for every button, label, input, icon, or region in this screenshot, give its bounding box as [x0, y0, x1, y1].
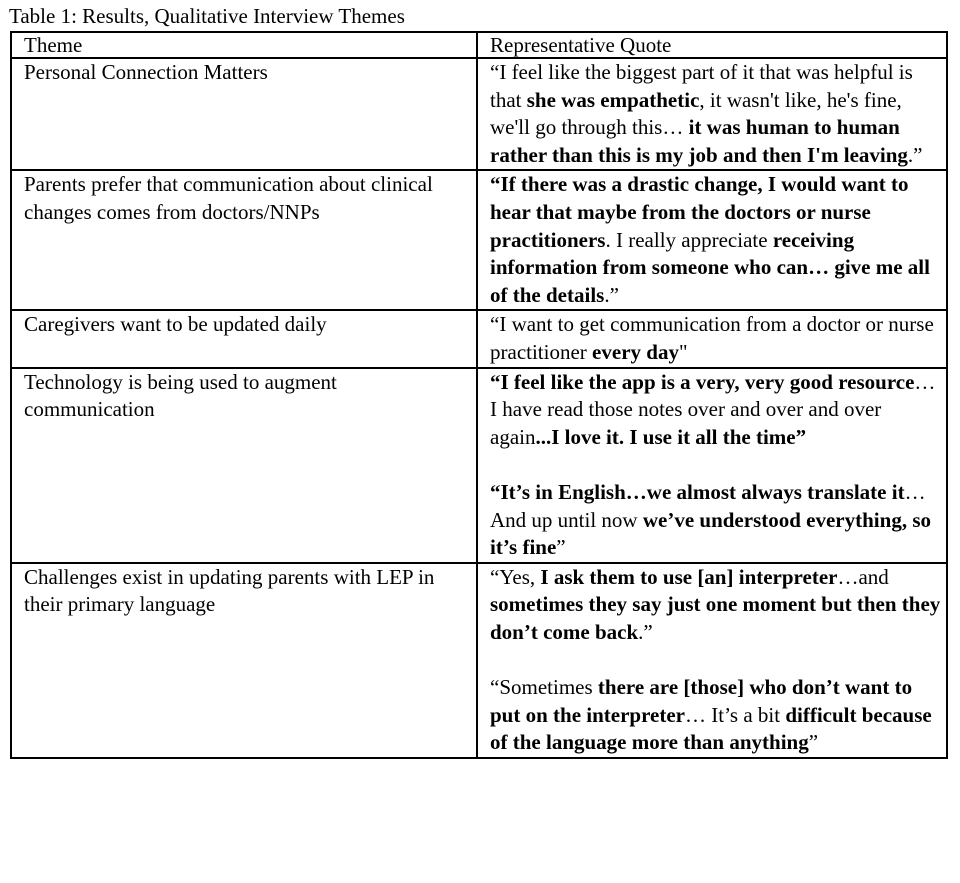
quote-text: .” [638, 619, 653, 644]
column-header-theme: Theme [11, 32, 477, 58]
quote-emphasis: “If there was a drastic change, I would want to hear that maybe from the doctors or nurse practitioners [490, 172, 909, 252]
quote-cell [477, 310, 947, 367]
table-row [11, 170, 947, 310]
quote-text: “I want to get communication from a doctor or nurse practitioner [490, 312, 934, 364]
quote-emphasis: receiving information from someone who can… give me all of the details [490, 227, 930, 307]
quote-emphasis: “I feel like the app is a very, very good resource [490, 369, 915, 394]
column-header-quote: Representative Quote [477, 32, 947, 58]
results-table [10, 31, 948, 759]
quote-emphasis: sometimes they say just one moment but then they don’t come back [490, 592, 941, 644]
quote-emphasis: it was human to human rather than this is my job and then I'm leaving [490, 115, 908, 167]
table-caption: Table 1: Results, Qualitative Interview Themes [9, 4, 405, 28]
quote-text: … It’s a bit [685, 702, 786, 727]
quote-paragraph [490, 59, 942, 169]
quote-paragraph [490, 369, 942, 452]
quote-text: , it wasn't like, he's fine, we'll go through this… [490, 87, 902, 140]
table-row [11, 563, 947, 758]
quote-text: " [678, 339, 688, 364]
quote-emphasis: she was empathetic [526, 87, 700, 112]
quote-text: . I really appreciate [605, 227, 773, 252]
table-row [11, 58, 947, 170]
quote-emphasis: difficult because of the language more than anything [490, 702, 932, 755]
quote-paragraph [490, 674, 942, 757]
quote-text: …I have read those notes over and over and over again [490, 369, 936, 449]
quote-text: …and [837, 564, 889, 589]
theme-cell: Parents prefer that communication about clinical changes comes from doctors/NNPs [11, 170, 477, 310]
quote-paragraph [490, 311, 942, 366]
quote-emphasis: every day [592, 339, 679, 364]
quote-text: “I feel like the biggest part of it that was helpful is that [490, 60, 913, 112]
quote-text: .” [907, 142, 923, 167]
quote-text: “Yes, [490, 564, 541, 589]
table-row [11, 310, 947, 367]
quote-cell [477, 368, 947, 563]
quote-emphasis: “It’s in English…we almost always translate it [490, 479, 905, 504]
quote-emphasis: I ask them to use [an] interpreter [540, 564, 838, 589]
quote-text: … And up until now [490, 479, 926, 532]
table-row [11, 368, 947, 563]
theme-cell: Caregivers want to be updated daily [11, 310, 477, 367]
quote-emphasis: ...I love it. I use it all the time” [535, 424, 807, 449]
quote-paragraph [490, 564, 942, 647]
quote-text: ” [556, 535, 566, 560]
table-header-row [11, 32, 947, 58]
quote-cell [477, 58, 947, 170]
quote-emphasis: we’ve understood everything, so it’s fine [490, 507, 931, 560]
quote-cell [477, 563, 947, 758]
quote-emphasis: there are [those] who don’t want to put on the interpreter [490, 675, 913, 727]
quote-paragraph [490, 479, 942, 562]
quote-cell [477, 170, 947, 310]
theme-cell: Personal Connection Matters [11, 58, 477, 170]
quote-text: “Sometimes [490, 675, 598, 700]
quote-paragraph [490, 171, 942, 309]
quote-text: .” [604, 282, 619, 307]
quote-text: ” [808, 730, 819, 755]
theme-cell: Challenges exist in updating parents with LEP in their primary language [11, 563, 477, 758]
theme-cell: Technology is being used to augment communication [11, 368, 477, 563]
